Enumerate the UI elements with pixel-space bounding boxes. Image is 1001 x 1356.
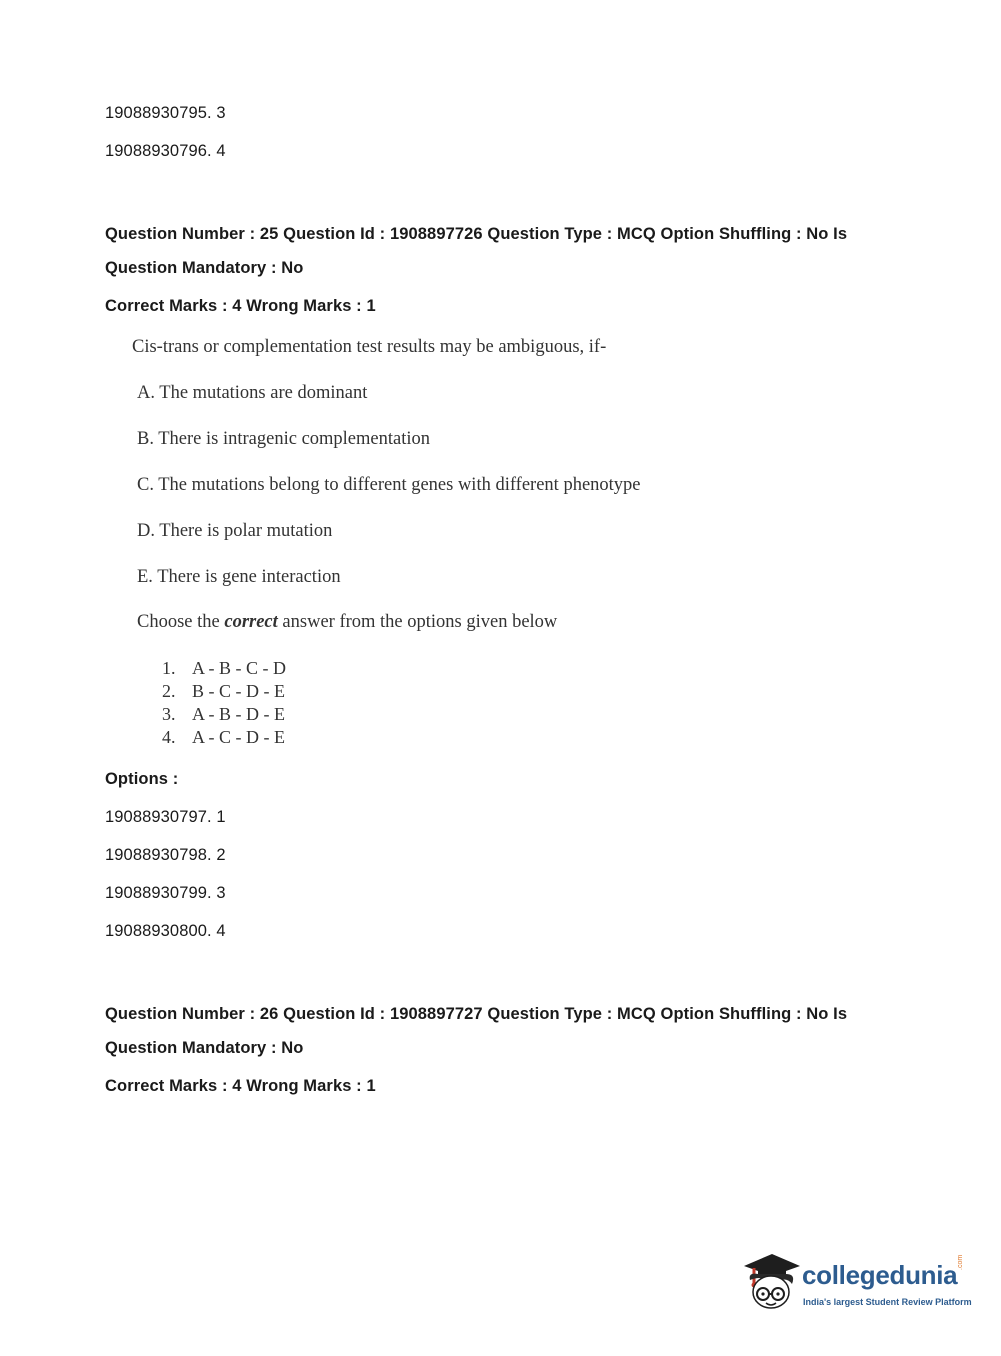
choose-emphasis: correct — [224, 612, 278, 632]
logo-suffix: .com — [957, 1254, 964, 1270]
question-mandatory: Question Mandatory : No — [105, 1039, 304, 1057]
choice-1 — [162, 658, 286, 679]
statement-c: C. The mutations belong to different genes with different phenotype — [137, 475, 641, 495]
option-line: 19088930800. 4 — [105, 922, 226, 940]
mascot-icon — [740, 1250, 802, 1316]
choice-text: A - C - D - E — [192, 727, 285, 747]
choose-instruction — [137, 612, 557, 633]
question-marks: Correct Marks : 4 Wrong Marks : 1 — [105, 297, 376, 315]
statement-d: D. There is polar mutation — [137, 521, 333, 541]
choose-prefix: Choose the — [137, 612, 225, 632]
logo-tagline: India's largest Student Review Platform — [803, 1297, 972, 1307]
option-line: 19088930796. 4 — [105, 142, 226, 160]
statement-a: A. The mutations are dominant — [137, 383, 368, 403]
choice-2 — [162, 681, 285, 702]
question-marks: Correct Marks : 4 Wrong Marks : 1 — [105, 1077, 376, 1095]
option-line: 19088930798. 2 — [105, 846, 226, 864]
choice-number: 2. — [162, 681, 176, 701]
question-header: Question Number : 25 Question Id : 1908897726 Question Type : MCQ Option Shuffling : No Is — [105, 225, 848, 243]
options-label: Options : — [105, 770, 179, 788]
statement-e: E. There is gene interaction — [137, 567, 341, 587]
choice-3 — [162, 704, 285, 725]
question-mandatory: Question Mandatory : No — [105, 259, 304, 277]
statement-b: B. There is intragenic complementation — [137, 429, 431, 449]
choice-4 — [162, 727, 285, 748]
choice-text: A - B - D - E — [192, 704, 285, 724]
option-line: 19088930799. 3 — [105, 884, 226, 902]
choice-number: 3. — [162, 704, 176, 724]
question-text: Cis-trans or complementation test results may be ambiguous, if- — [132, 337, 607, 357]
choice-text: A - B - C - D — [192, 658, 286, 678]
option-line: 19088930797. 1 — [105, 808, 226, 826]
choice-number: 1. — [162, 658, 176, 678]
option-line: 19088930795. 3 — [105, 104, 226, 122]
choice-text: B - C - D - E — [192, 681, 285, 701]
collegedunia-logo — [740, 1248, 970, 1318]
choose-suffix: answer from the options given below — [277, 612, 558, 632]
question-header: Question Number : 26 Question Id : 1908897727 Question Type : MCQ Option Shuffling : No Is — [105, 1005, 848, 1023]
choice-number: 4. — [162, 727, 176, 747]
logo-wordmark: collegedunia — [802, 1260, 958, 1290]
